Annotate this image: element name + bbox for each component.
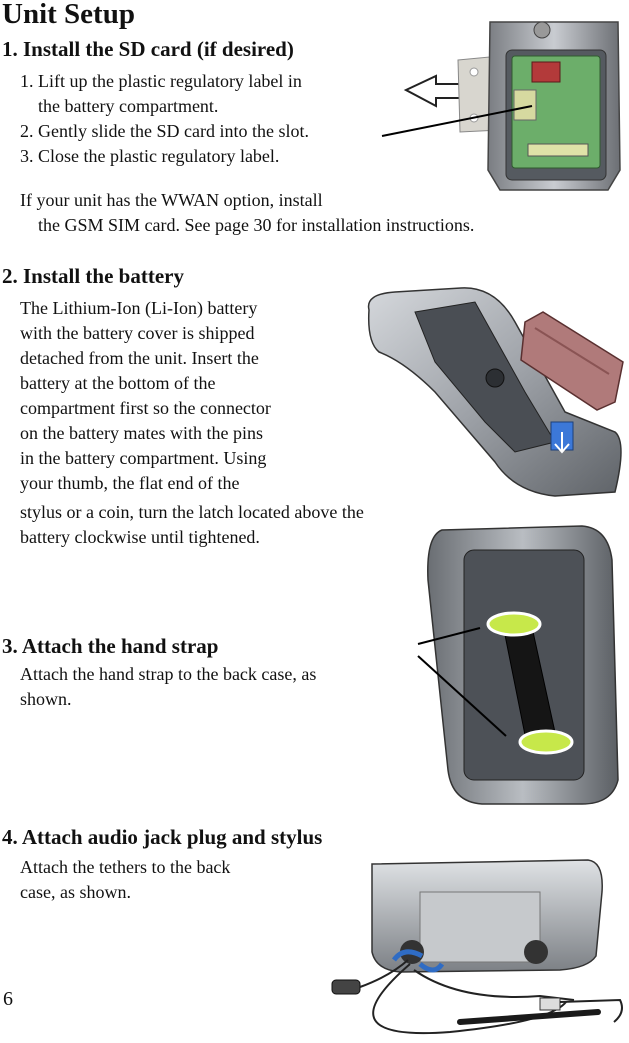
step2-line: detached from the unit. Insert the [20,348,259,368]
step1-instructions [20,69,309,169]
battery-illustration [365,282,627,502]
step2-heading: 2. Install the battery [2,264,184,288]
step1-line: the battery compartment. [38,96,219,116]
page-number: 6 [3,988,13,1010]
step2-line: in the battery compartment. Using [20,448,267,468]
step2-line: battery clockwise until tightened. [20,527,260,547]
wwan-note [20,188,474,238]
hand-strap-illustration [412,520,627,810]
step2-line: stylus or a coin, turn the latch located above the [20,502,364,522]
step2-line: on the battery mates with the pins [20,423,263,443]
step4-heading: 4. Attach audio jack plug and stylus [2,825,323,849]
step2-body [20,296,364,550]
sd-card-illustration [380,20,629,195]
wwan-note-line: If your unit has the WWAN option, install [20,190,323,210]
step1-line: 3. Close the plastic regulatory label. [20,146,280,166]
step4-line: case, as shown. [20,882,131,902]
step1-line: 1. Lift up the plastic regulatory label in [20,71,302,91]
tether-illustration [330,852,626,1042]
step2-line: battery at the bottom of the [20,373,216,393]
step1-line: 2. Gently slide the SD card into the slot. [20,121,309,141]
step2-line: compartment first so the connector [20,398,271,418]
step4-body [20,855,230,905]
wwan-note-line: the GSM SIM card. See page 30 for installation instructions. [38,215,475,235]
step2-line: with the battery cover is shipped [20,323,255,343]
step1-heading: 1. Install the SD card (if desired) [2,37,294,61]
page-title: Unit Setup [2,0,135,30]
step2-line: your thumb, the flat end of the [20,473,240,493]
audio-jack-plug [332,980,360,994]
step4-line: Attach the tethers to the back [20,857,231,877]
step2-line: The Lithium-Ion (Li-Ion) battery [20,298,258,318]
step3-body [20,662,316,712]
step3-heading: 3. Attach the hand strap [2,634,219,658]
step3-line: Attach the hand strap to the back case, as [20,664,317,684]
step3-line: shown. [20,689,72,709]
